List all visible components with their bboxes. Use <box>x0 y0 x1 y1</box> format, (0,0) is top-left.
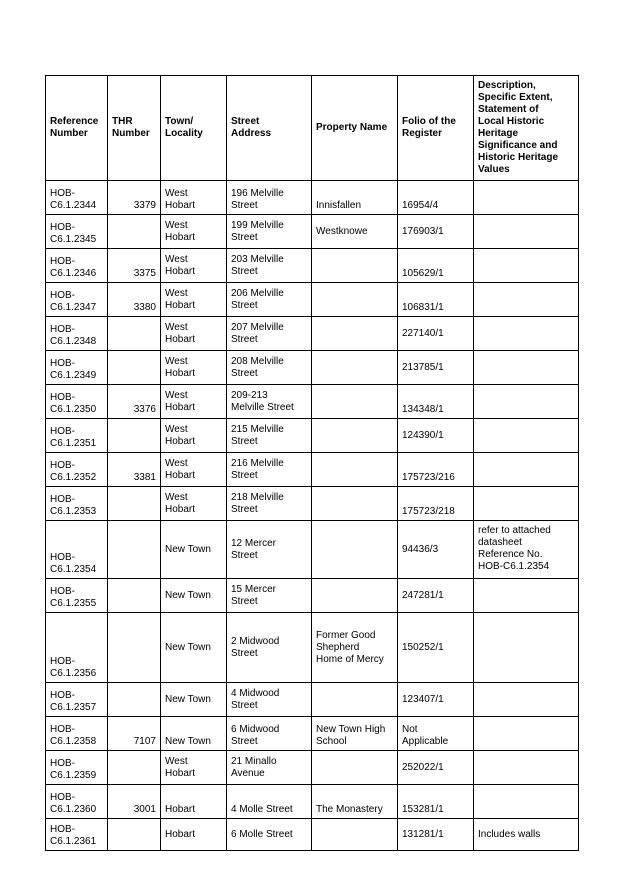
cell-reference: HOB- C6.1.2350 <box>46 385 108 419</box>
table-row <box>46 351 579 385</box>
cell-property-name: Westknowe <box>312 215 398 249</box>
table-row <box>46 717 579 751</box>
cell-property-name <box>312 819 398 851</box>
cell-street: 15 Mercer Street <box>227 579 312 613</box>
cell-thr <box>108 521 161 579</box>
cell-street: 199 Melville Street <box>227 215 312 249</box>
cell-thr <box>108 751 161 785</box>
cell-folio: 252022/1 <box>398 751 474 785</box>
cell-description <box>474 317 579 351</box>
cell-town: West Hobart <box>161 487 227 521</box>
table-row <box>46 215 579 249</box>
cell-thr: 3381 <box>108 453 161 487</box>
cell-folio: 105629/1 <box>398 249 474 283</box>
cell-thr <box>108 317 161 351</box>
table-row <box>46 385 579 419</box>
cell-description <box>474 249 579 283</box>
cell-description <box>474 351 579 385</box>
cell-thr: 3380 <box>108 283 161 317</box>
cell-street: 203 Melville Street <box>227 249 312 283</box>
cell-town: West Hobart <box>161 751 227 785</box>
cell-property-name <box>312 283 398 317</box>
cell-town: Hobart <box>161 785 227 819</box>
cell-reference: HOB- C6.1.2355 <box>46 579 108 613</box>
cell-street: 207 Melville Street <box>227 317 312 351</box>
cell-property-name: New Town High School <box>312 717 398 751</box>
cell-thr <box>108 579 161 613</box>
cell-reference: HOB- C6.1.2349 <box>46 351 108 385</box>
table-row <box>46 453 579 487</box>
cell-reference: HOB- C6.1.2361 <box>46 819 108 851</box>
cell-thr: 3001 <box>108 785 161 819</box>
cell-thr <box>108 613 161 683</box>
cell-description <box>474 717 579 751</box>
cell-street: 2 Midwood Street <box>227 613 312 683</box>
cell-town: West Hobart <box>161 385 227 419</box>
table-row <box>46 419 579 453</box>
header-description: Description, Specific Extent, Statement of Local Historic Heritage Significance and Historic Heritage Values <box>474 76 579 181</box>
cell-reference: HOB- C6.1.2359 <box>46 751 108 785</box>
cell-property-name <box>312 419 398 453</box>
cell-street: 4 Midwood Street <box>227 683 312 717</box>
cell-property-name <box>312 385 398 419</box>
cell-description <box>474 419 579 453</box>
cell-reference: HOB- C6.1.2348 <box>46 317 108 351</box>
cell-description <box>474 683 579 717</box>
cell-folio: 94436/3 <box>398 521 474 579</box>
cell-description <box>474 487 579 521</box>
cell-property-name <box>312 579 398 613</box>
cell-reference: HOB- C6.1.2352 <box>46 453 108 487</box>
cell-folio: 131281/1 <box>398 819 474 851</box>
cell-town: West Hobart <box>161 215 227 249</box>
cell-description <box>474 283 579 317</box>
cell-town: New Town <box>161 521 227 579</box>
cell-description <box>474 181 579 215</box>
cell-description <box>474 453 579 487</box>
cell-reference: HOB- C6.1.2354 <box>46 521 108 579</box>
cell-street: 6 Molle Street <box>227 819 312 851</box>
cell-property-name <box>312 751 398 785</box>
table-row <box>46 683 579 717</box>
cell-reference: HOB- C6.1.2353 <box>46 487 108 521</box>
cell-thr <box>108 487 161 521</box>
cell-property-name <box>312 351 398 385</box>
header-town-locality: Town/ Locality <box>161 76 227 181</box>
cell-reference: HOB- C6.1.2358 <box>46 717 108 751</box>
cell-town: West Hobart <box>161 181 227 215</box>
cell-thr: 7107 <box>108 717 161 751</box>
table-row <box>46 249 579 283</box>
cell-thr: 3375 <box>108 249 161 283</box>
cell-street: 218 Melville Street <box>227 487 312 521</box>
cell-town: West Hobart <box>161 283 227 317</box>
cell-folio: 123407/1 <box>398 683 474 717</box>
table-row <box>46 819 579 851</box>
cell-folio: 153281/1 <box>398 785 474 819</box>
cell-reference: HOB- C6.1.2346 <box>46 249 108 283</box>
cell-folio: Not Applicable <box>398 717 474 751</box>
cell-reference: HOB- C6.1.2347 <box>46 283 108 317</box>
cell-description <box>474 751 579 785</box>
cell-street: 208 Melville Street <box>227 351 312 385</box>
cell-folio: 124390/1 <box>398 419 474 453</box>
table-row <box>46 487 579 521</box>
heritage-register-table <box>45 75 579 851</box>
cell-town: West Hobart <box>161 317 227 351</box>
cell-thr <box>108 351 161 385</box>
cell-reference: HOB- C6.1.2345 <box>46 215 108 249</box>
cell-thr <box>108 215 161 249</box>
cell-reference: HOB- C6.1.2356 <box>46 613 108 683</box>
table-row <box>46 579 579 613</box>
cell-property-name <box>312 683 398 717</box>
table-row <box>46 613 579 683</box>
cell-property-name: Innisfallen <box>312 181 398 215</box>
cell-street: 209-213 Melville Street <box>227 385 312 419</box>
cell-property-name <box>312 521 398 579</box>
cell-property-name: Former Good Shepherd Home of Mercy <box>312 613 398 683</box>
header-street-address: Street Address <box>227 76 312 181</box>
cell-folio: 227140/1 <box>398 317 474 351</box>
cell-folio: 16954/4 <box>398 181 474 215</box>
cell-reference: HOB- C6.1.2357 <box>46 683 108 717</box>
cell-description <box>474 785 579 819</box>
cell-town: West Hobart <box>161 419 227 453</box>
cell-thr <box>108 683 161 717</box>
cell-reference: HOB- C6.1.2351 <box>46 419 108 453</box>
cell-street: 215 Melville Street <box>227 419 312 453</box>
cell-reference: HOB- C6.1.2360 <box>46 785 108 819</box>
cell-folio: 175723/216 <box>398 453 474 487</box>
cell-town: New Town <box>161 613 227 683</box>
header-property-name: Property Name <box>312 76 398 181</box>
cell-property-name <box>312 249 398 283</box>
cell-property-name <box>312 487 398 521</box>
cell-street: 196 Melville Street <box>227 181 312 215</box>
cell-folio: 175723/218 <box>398 487 474 521</box>
cell-street: 21 Minallo Avenue <box>227 751 312 785</box>
cell-thr: 3379 <box>108 181 161 215</box>
cell-folio: 150252/1 <box>398 613 474 683</box>
header-folio: Folio of the Register <box>398 76 474 181</box>
cell-thr: 3376 <box>108 385 161 419</box>
cell-property-name <box>312 453 398 487</box>
table-body <box>46 181 579 851</box>
cell-description <box>474 215 579 249</box>
cell-property-name <box>312 317 398 351</box>
table-row <box>46 785 579 819</box>
cell-town: West Hobart <box>161 249 227 283</box>
table-row <box>46 181 579 215</box>
cell-street: 216 Melville Street <box>227 453 312 487</box>
cell-thr <box>108 819 161 851</box>
cell-description <box>474 613 579 683</box>
cell-folio: 106831/1 <box>398 283 474 317</box>
table-header-row <box>46 76 579 181</box>
cell-folio: 247281/1 <box>398 579 474 613</box>
cell-street: 4 Molle Street <box>227 785 312 819</box>
cell-town: West Hobart <box>161 351 227 385</box>
cell-description <box>474 385 579 419</box>
table-row <box>46 751 579 785</box>
header-thr-number: THR Number <box>108 76 161 181</box>
cell-reference: HOB- C6.1.2344 <box>46 181 108 215</box>
cell-description <box>474 579 579 613</box>
cell-town: New Town <box>161 579 227 613</box>
cell-thr <box>108 419 161 453</box>
cell-description: Includes walls <box>474 819 579 851</box>
cell-town: Hobart <box>161 819 227 851</box>
cell-folio: 134348/1 <box>398 385 474 419</box>
cell-town: New Town <box>161 717 227 751</box>
table-row <box>46 317 579 351</box>
cell-property-name: The Monastery <box>312 785 398 819</box>
cell-town: New Town <box>161 683 227 717</box>
table-row <box>46 283 579 317</box>
cell-street: 6 Midwood Street <box>227 717 312 751</box>
table-row <box>46 521 579 579</box>
cell-folio: 213785/1 <box>398 351 474 385</box>
cell-street: 12 Mercer Street <box>227 521 312 579</box>
cell-description: refer to attached datasheet Reference No. HOB-C6.1.2354 <box>474 521 579 579</box>
cell-folio: 176903/1 <box>398 215 474 249</box>
header-reference-number: Reference Number <box>46 76 108 181</box>
cell-street: 206 Melville Street <box>227 283 312 317</box>
cell-town: West Hobart <box>161 453 227 487</box>
